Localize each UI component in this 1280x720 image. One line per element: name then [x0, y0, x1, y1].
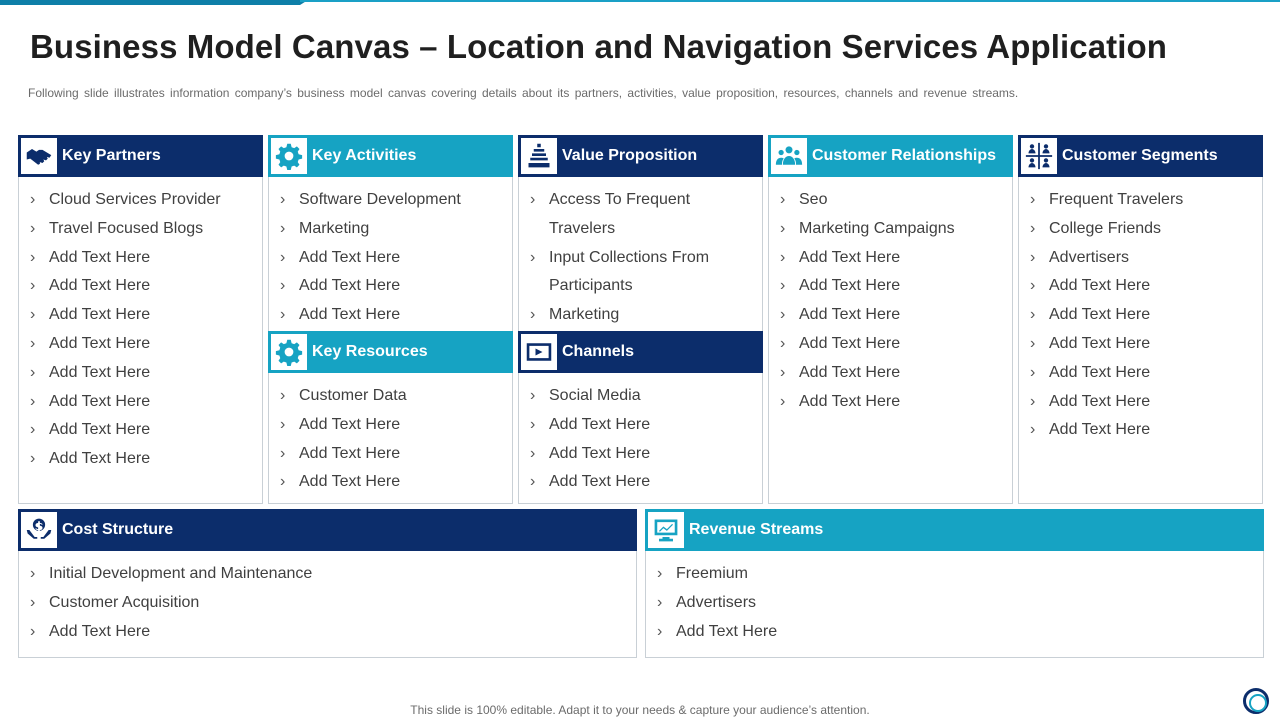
list-item-text: Customer Data [299, 387, 407, 404]
list-item-text: Marketing Campaigns [799, 219, 955, 237]
people-group-icon [771, 138, 807, 174]
list-item [768, 272, 1013, 301]
list-item-text: Initial Development and Maintenance [49, 565, 313, 582]
list-item-text: Add Text Here [799, 334, 901, 352]
list-item-text: Add Text Here [299, 306, 401, 324]
list-item-text: Participants [549, 277, 633, 295]
value-proposition-title: Value Proposition [562, 147, 698, 164]
chevron-right-icon: › [30, 392, 36, 410]
chevron-right-icon: › [1030, 248, 1036, 266]
list-item-text: Add Text Here [549, 473, 651, 491]
list-item [18, 186, 263, 215]
list-item [268, 272, 513, 301]
customer-relationships-title: Customer Relationships [812, 147, 997, 164]
list-item [518, 215, 763, 244]
list-item-text: Add Text Here [799, 306, 901, 324]
chevron-right-icon: › [1030, 363, 1036, 381]
footer-note: This slide is 100% editable. Adapt it to your needs & capture your audience’s attention. [410, 703, 870, 717]
chevron-right-icon: › [280, 387, 286, 404]
list-item-text: Add Text Here [1049, 363, 1151, 381]
chevron-right-icon: › [1030, 392, 1036, 410]
list-item [268, 186, 513, 215]
list-item-text: Add Text Here [799, 248, 901, 266]
channels-title: Channels [562, 343, 635, 360]
key-resources-title: Key Resources [312, 343, 428, 360]
list-item [268, 244, 513, 273]
chevron-right-icon: › [1030, 219, 1036, 237]
list-item [18, 215, 263, 244]
coin-stack-icon [521, 138, 557, 174]
list-item-text: Add Text Here [49, 622, 151, 640]
list-item-text: Marketing [299, 219, 370, 237]
list-item-text: Add Text Here [49, 421, 151, 439]
chevron-right-icon: › [280, 191, 286, 208]
list-item [518, 411, 763, 440]
channels-list [518, 382, 763, 497]
key-partners-list [18, 186, 263, 474]
chevron-right-icon: › [530, 306, 536, 324]
value-proposition-header [518, 135, 763, 177]
list-item-text: Advertisers [1049, 248, 1130, 266]
list-item-text: Add Text Here [799, 392, 901, 410]
list-item-text: College Friends [1049, 219, 1162, 237]
list-item-text: Customer Acquisition [49, 593, 200, 611]
list-item-text: Add Text Here [676, 622, 778, 640]
chevron-right-icon: › [780, 191, 786, 208]
list-item [268, 215, 513, 244]
chevron-right-icon: › [657, 622, 663, 640]
key-activities-title: Key Activities [312, 147, 417, 164]
cost-structure-title: Cost Structure [62, 521, 174, 538]
list-item [268, 468, 513, 497]
gear-icon [271, 334, 307, 370]
list-item [268, 440, 513, 469]
top-accent-bar [0, 0, 300, 5]
list-item-text: Add Text Here [49, 334, 151, 352]
customer-segments-list [1018, 186, 1263, 445]
list-item-text: Add Text Here [299, 248, 401, 266]
list-item [18, 301, 263, 330]
list-item-text: Software Development [299, 191, 461, 208]
list-item-text: Add Text Here [49, 248, 151, 266]
list-item [1018, 301, 1263, 330]
list-item [268, 301, 513, 330]
chevron-right-icon: › [1030, 334, 1036, 352]
chevron-right-icon: › [280, 306, 286, 324]
list-item-text: Add Text Here [799, 363, 901, 381]
page-subtitle: Following slide illustrates information company’s business model canvas covering details about its partners, activities, value proposition, resources, channels and revenue streams. [28, 86, 1019, 100]
list-item [18, 416, 263, 445]
list-item [518, 186, 763, 215]
list-item [1018, 388, 1263, 417]
chevron-right-icon: › [30, 219, 36, 237]
cost-structure-list [18, 560, 637, 646]
list-item [18, 244, 263, 273]
list-item [1018, 244, 1263, 273]
chevron-right-icon: › [780, 277, 786, 295]
gear-icon [271, 138, 307, 174]
key-partners-header [18, 135, 263, 177]
list-item [1018, 186, 1263, 215]
list-item [1018, 416, 1263, 445]
list-item [18, 359, 263, 388]
customer-segments-header [1018, 135, 1263, 177]
list-item [18, 618, 637, 647]
chevron-right-icon: › [530, 444, 536, 462]
chevron-right-icon: › [530, 387, 536, 404]
revenue-streams-title: Revenue Streams [689, 521, 824, 538]
list-item-text: Add Text Here [799, 277, 901, 295]
customer-relationships-header [768, 135, 1013, 177]
chevron-right-icon: › [30, 565, 36, 582]
list-item-text: Social Media [549, 387, 641, 404]
list-item [518, 272, 763, 301]
list-item [768, 186, 1013, 215]
list-item-text: Add Text Here [1049, 392, 1151, 410]
chevron-right-icon: › [30, 277, 36, 295]
chevron-right-icon: › [280, 444, 286, 462]
list-item-text: Add Text Here [49, 392, 151, 410]
list-item [18, 388, 263, 417]
list-item [518, 301, 763, 330]
list-item-text: Access To Frequent [549, 191, 691, 208]
list-item [518, 382, 763, 411]
list-item-text: Add Text Here [49, 450, 151, 468]
list-item [768, 215, 1013, 244]
chevron-right-icon: › [530, 191, 536, 208]
chevron-right-icon: › [1030, 306, 1036, 324]
list-item [768, 330, 1013, 359]
chevron-right-icon: › [280, 473, 286, 491]
chevron-right-icon: › [280, 219, 286, 237]
chevron-right-icon: › [280, 415, 286, 433]
list-item-text: Add Text Here [299, 444, 401, 462]
list-item-text: Input Collections From [549, 248, 710, 266]
revenue-streams-list [645, 560, 1264, 646]
list-item [768, 388, 1013, 417]
chevron-right-icon: › [780, 334, 786, 352]
list-item [268, 411, 513, 440]
key-partners-title: Key Partners [62, 147, 161, 164]
list-item [768, 301, 1013, 330]
list-item [18, 272, 263, 301]
list-item [18, 560, 637, 589]
list-item [645, 560, 1264, 589]
handshake-icon [21, 138, 57, 174]
list-item-text: Add Text Here [49, 363, 151, 381]
list-item-text: Cloud Services Provider [49, 191, 221, 208]
key-activities-list [268, 186, 513, 330]
chevron-right-icon: › [30, 450, 36, 468]
revenue-streams-header [645, 509, 1264, 551]
list-item [518, 440, 763, 469]
list-item [768, 244, 1013, 273]
page-title: Business Model Canvas – Location and Navigation Services Application [30, 28, 1168, 65]
chevron-right-icon: › [530, 473, 536, 491]
segments-grid-icon [1021, 138, 1057, 174]
list-item-text: Advertisers [676, 593, 757, 611]
list-item [518, 468, 763, 497]
list-item-text: Travel Focused Blogs [49, 219, 204, 237]
list-item [18, 330, 263, 359]
list-item [18, 445, 263, 474]
chevron-right-icon: › [780, 306, 786, 324]
list-item [1018, 272, 1263, 301]
list-item [645, 589, 1264, 618]
list-item-text: Add Text Here [299, 473, 401, 491]
key-activities-header [268, 135, 513, 177]
brand-logo-icon [1243, 688, 1269, 714]
chevron-right-icon: › [280, 277, 286, 295]
list-item-text: Seo [799, 191, 828, 208]
chevron-right-icon: › [30, 334, 36, 352]
chevron-right-icon: › [1030, 277, 1036, 295]
chevron-right-icon: › [30, 593, 36, 611]
chevron-right-icon: › [530, 248, 536, 266]
list-item-text: Add Text Here [549, 415, 651, 433]
chevron-right-icon: › [780, 363, 786, 381]
key-resources-list [268, 382, 513, 497]
chevron-right-icon: › [30, 191, 36, 208]
list-item-text: Add Text Here [299, 277, 401, 295]
chevron-right-icon: › [280, 248, 286, 266]
chevron-right-icon: › [1030, 191, 1036, 208]
chevron-right-icon: › [1030, 421, 1036, 439]
chevron-right-icon: › [780, 392, 786, 410]
list-item-text: Travelers [549, 219, 616, 237]
revenue-chart-icon [648, 512, 684, 548]
list-item [1018, 359, 1263, 388]
chevron-right-icon: › [780, 219, 786, 237]
video-screen-icon [521, 334, 557, 370]
list-item-text: Add Text Here [299, 415, 401, 433]
top-accent-line [300, 0, 1280, 2]
list-item-text: Add Text Here [1049, 421, 1151, 439]
list-item-text: Add Text Here [49, 277, 151, 295]
chevron-right-icon: › [657, 565, 663, 582]
list-item-text: Frequent Travelers [1049, 191, 1184, 208]
value-proposition-list [518, 186, 763, 330]
list-item-text: Add Text Here [549, 444, 651, 462]
chevron-right-icon: › [30, 248, 36, 266]
chevron-right-icon: › [30, 622, 36, 640]
list-item [518, 244, 763, 273]
list-item-text: Add Text Here [1049, 334, 1151, 352]
list-item [268, 382, 513, 411]
list-item-text: Add Text Here [1049, 277, 1151, 295]
list-item [18, 589, 637, 618]
chevron-right-icon: › [30, 306, 36, 324]
list-item [1018, 330, 1263, 359]
list-item-text: Add Text Here [1049, 306, 1151, 324]
cost-structure-header [18, 509, 637, 551]
list-item [1018, 215, 1263, 244]
list-item-text: Marketing [549, 306, 620, 324]
channels-header [518, 331, 763, 373]
money-hands-icon [21, 512, 57, 548]
key-resources-header [268, 331, 513, 373]
chevron-right-icon: › [780, 248, 786, 266]
list-item [645, 618, 1264, 647]
chevron-right-icon: › [30, 421, 36, 439]
chevron-right-icon: › [30, 363, 36, 381]
list-item-text: Add Text Here [49, 306, 151, 324]
chevron-right-icon: › [530, 415, 536, 433]
customer-relationships-list [768, 186, 1013, 416]
chevron-right-icon: › [657, 593, 663, 611]
list-item [768, 359, 1013, 388]
list-item-text: Freemium [676, 565, 749, 582]
customer-segments-title: Customer Segments [1062, 147, 1218, 164]
